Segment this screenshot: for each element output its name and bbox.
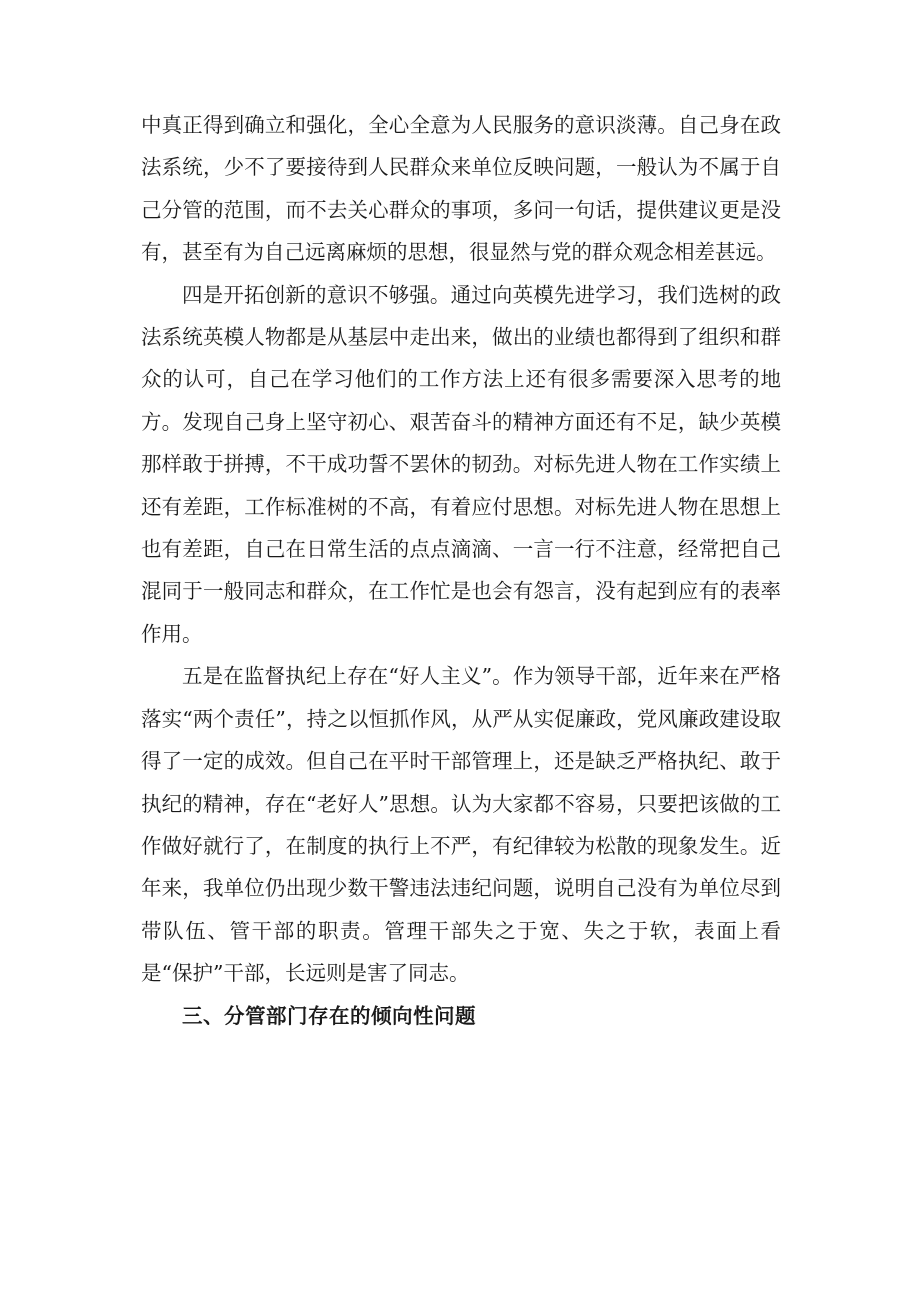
document-body	[141, 104, 781, 1037]
section-heading: 三、分管部门存在的倾向性问题	[182, 1003, 476, 1028]
paragraph-discipline: 五是在监督执纪上存在“好人主义”。作为领导干部，近年来在严格落实“两个责任”，持之以恒抓作风，从严从实促廉政，党风廉政建设取得了一定的成效。但自己在平时干部管理上，还是缺乏严格执纪、敢于执纪的精神，存在“老好人”思想。认为大家都不容易，只要把该做的工作做好就行了，在制度的执行上不严，有纪律较为松散的现象发生。近年来，我单位仍出现少数干警违法违纪问题，说明自己没有为单位尽到带队伍、管干部的职责。管理干部失之于宽、失之于软，表面上看是“保护”干部，长远则是害了同志。	[141, 664, 781, 986]
paragraph-innovation: 四是开拓创新的意识不够强。通过向英模先进学习，我们选树的政法系统英模人物都是从基层中走出来，做出的业绩也都得到了组织和群众的认可，自己在学习他们的工作方法上还有很多需要深入思考的地方。发现自己身上坚守初心、艰苦奋斗的精神方面还有不足，缺少英模那样敢于拼搏，不干成功誓不罢休的韧劲。对标先进人物在工作实绩上还有差距，工作标准树的不高，有着应付思想。对标先进人物在思想上也有差距，自己在日常生活的点点滴滴、一言一行不注意，经常把自己混同于一般同志和群众，在工作忙是也会有怨言，没有起到应有的表率作用。	[141, 282, 781, 646]
paragraph-continued: 中真正得到确立和强化，全心全意为人民服务的意识淡薄。自己身在政法系统，少不了要接待到人民群众来单位反映问题，一般认为不属于自己分管的范围，而不去关心群众的事项，多问一句话，提供建议更是没有，甚至有为自己远离麻烦的思想，很显然与党的群众观念相差甚远。	[141, 113, 781, 265]
